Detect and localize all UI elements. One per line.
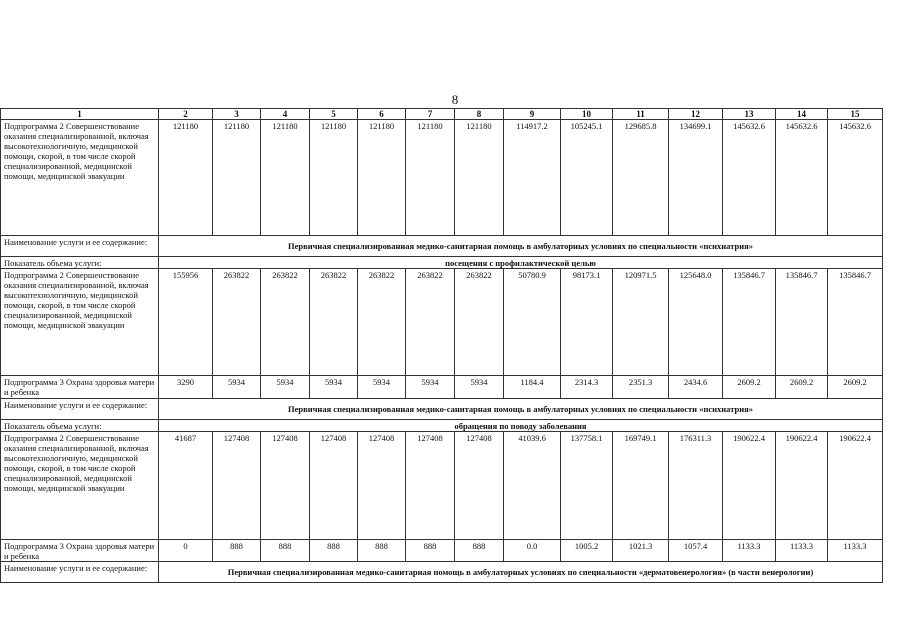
header-cell: 15 [828, 109, 883, 120]
header-row [1, 109, 883, 120]
section-text: посещения с профилактической целью [159, 257, 883, 269]
value-cell: 98173.1 [561, 269, 613, 376]
value-cell: 2609.2 [828, 376, 883, 399]
value-cell: 1057.4 [669, 540, 723, 562]
value-cell: 1133.3 [828, 540, 883, 562]
section-label: Показатель объема услуги: [1, 257, 159, 269]
header-cell: 14 [776, 109, 828, 120]
value-cell: 888 [406, 540, 455, 562]
header-cell: 1 [1, 109, 159, 120]
section-label: Наименование услуги и ее содержание: [1, 399, 159, 420]
value-cell: 5934 [406, 376, 455, 399]
value-cell: 155956 [159, 269, 213, 376]
value-cell: 129685.8 [613, 120, 669, 236]
value-cell: 120971.5 [613, 269, 669, 376]
value-cell: 134699.1 [669, 120, 723, 236]
value-cell: 263822 [358, 269, 406, 376]
section-label: Наименование услуги и ее содержание: [1, 236, 159, 257]
header-cell: 7 [406, 109, 455, 120]
value-cell: 263822 [406, 269, 455, 376]
value-cell: 135846.7 [723, 269, 776, 376]
section-label: Показатель объема услуги: [1, 420, 159, 432]
value-cell: 1021.3 [613, 540, 669, 562]
section-text: Первичная специализированная медико-санитарная помощь в амбулаторных условиях по специальности «психиатрия» [159, 236, 883, 257]
value-cell: 190622.4 [828, 432, 883, 540]
header-cell: 13 [723, 109, 776, 120]
value-cell: 127408 [310, 432, 358, 540]
value-cell: 3290 [159, 376, 213, 399]
section-row [1, 420, 883, 432]
value-cell: 263822 [261, 269, 310, 376]
value-cell: 263822 [310, 269, 358, 376]
row-label: Подпрограмма 3 Охрана здоровья матери и ребенка [1, 540, 159, 562]
value-cell: 263822 [455, 269, 504, 376]
value-cell: 50780.9 [504, 269, 561, 376]
value-cell: 0.0 [504, 540, 561, 562]
section-label: Наименование услуги и ее содержание: [1, 562, 159, 583]
table-row [1, 540, 883, 562]
value-cell: 5934 [213, 376, 261, 399]
value-cell: 263822 [213, 269, 261, 376]
value-cell: 127408 [406, 432, 455, 540]
value-cell: 190622.4 [723, 432, 776, 540]
row-label: Подпрограмма 2 Совершенствование оказания специализированной, включая высокотехнологичную, медицинской помощи, скорой, в том числе скорой специализированной, медицинской помощи, медицинской эвакуации [1, 120, 159, 236]
value-cell: 2314.3 [561, 376, 613, 399]
value-cell: 1133.3 [723, 540, 776, 562]
value-cell: 105245.1 [561, 120, 613, 236]
value-cell: 127408 [358, 432, 406, 540]
section-text: Первичная специализированная медико-санитарная помощь в амбулаторных условиях по специальности «дерматовенерология» (в части венерологии) [159, 562, 883, 583]
value-cell: 2351.3 [613, 376, 669, 399]
header-cell: 11 [613, 109, 669, 120]
value-cell: 5934 [358, 376, 406, 399]
value-cell: 1133.3 [776, 540, 828, 562]
value-cell: 127408 [261, 432, 310, 540]
header-cell: 9 [504, 109, 561, 120]
value-cell: 137758.1 [561, 432, 613, 540]
value-cell: 888 [358, 540, 406, 562]
budget-table [0, 108, 883, 583]
value-cell: 121180 [310, 120, 358, 236]
value-cell: 1184.4 [504, 376, 561, 399]
value-cell: 169749.1 [613, 432, 669, 540]
section-text: обращения по поводу заболевания [159, 420, 883, 432]
value-cell: 127408 [455, 432, 504, 540]
table-row [1, 120, 883, 236]
value-cell: 121180 [159, 120, 213, 236]
header-cell: 10 [561, 109, 613, 120]
value-cell: 145632.6 [723, 120, 776, 236]
value-cell: 125648.0 [669, 269, 723, 376]
header-cell: 12 [669, 109, 723, 120]
value-cell: 176311.3 [669, 432, 723, 540]
section-row [1, 257, 883, 269]
header-cell: 5 [310, 109, 358, 120]
value-cell: 127408 [213, 432, 261, 540]
value-cell: 114917.2 [504, 120, 561, 236]
row-label: Подпрограмма 3 Охрана здоровья матери и ребенка [1, 376, 159, 399]
value-cell: 145632.6 [828, 120, 883, 236]
page-number: 8 [451, 92, 459, 107]
table-row [1, 269, 883, 376]
value-cell: 5934 [455, 376, 504, 399]
header-cell: 2 [159, 109, 213, 120]
value-cell: 121180 [213, 120, 261, 236]
table-row [1, 376, 883, 399]
value-cell: 121180 [406, 120, 455, 236]
value-cell: 0 [159, 540, 213, 562]
value-cell: 5934 [310, 376, 358, 399]
row-label: Подпрограмма 2 Совершенствование оказания специализированной, включая высокотехнологичную, медицинской помощи, скорой, в том числе скорой специализированной, медицинской помощи, медицинской эвакуации [1, 432, 159, 540]
value-cell: 41687 [159, 432, 213, 540]
section-row [1, 562, 883, 583]
value-cell: 121180 [455, 120, 504, 236]
header-cell: 6 [358, 109, 406, 120]
value-cell: 888 [213, 540, 261, 562]
table-row [1, 432, 883, 540]
section-row [1, 399, 883, 420]
section-row [1, 236, 883, 257]
value-cell: 888 [455, 540, 504, 562]
value-cell: 888 [310, 540, 358, 562]
value-cell: 135846.7 [828, 269, 883, 376]
value-cell: 41039.6 [504, 432, 561, 540]
header-cell: 4 [261, 109, 310, 120]
value-cell: 2609.2 [776, 376, 828, 399]
value-cell: 190622.4 [776, 432, 828, 540]
value-cell: 145632.6 [776, 120, 828, 236]
value-cell: 2609.2 [723, 376, 776, 399]
header-cell: 3 [213, 109, 261, 120]
value-cell: 888 [261, 540, 310, 562]
value-cell: 2434.6 [669, 376, 723, 399]
value-cell: 135846.7 [776, 269, 828, 376]
section-text: Первичная специализированная медико-санитарная помощь в амбулаторных условиях по специальности «психиатрия» [159, 399, 883, 420]
row-label: Подпрограмма 2 Совершенствование оказания специализированной, включая высокотехнологичную, медицинской помощи, скорой, в том числе скорой специализированной, медицинской помощи, медицинской эвакуации [1, 269, 159, 376]
value-cell: 121180 [358, 120, 406, 236]
value-cell: 5934 [261, 376, 310, 399]
value-cell: 1005.2 [561, 540, 613, 562]
value-cell: 121180 [261, 120, 310, 236]
header-cell: 8 [455, 109, 504, 120]
